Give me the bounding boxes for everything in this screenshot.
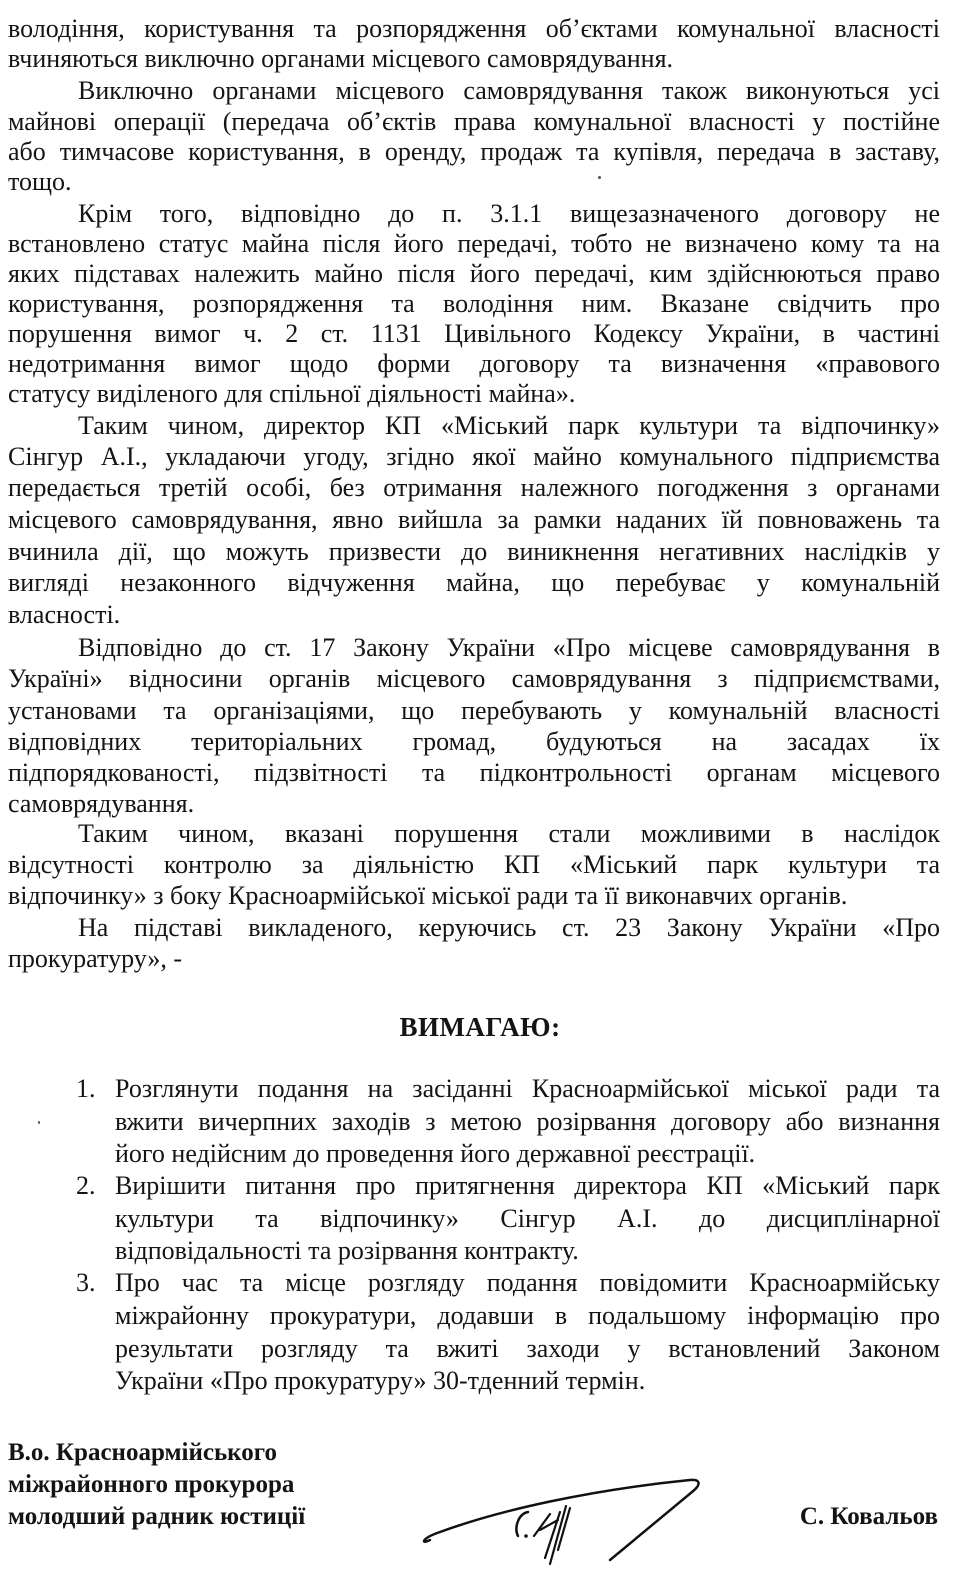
demand-line: Про час та місце розгляду подання повідомити Красноармійську [115,1268,940,1297]
text-line: яких підставах належить майно після його передачі, ким здійснюються право [8,259,940,288]
position-line: В.о. Красноармійського [8,1439,277,1466]
demand-line: Вирішити питання про притягнення директора КП «Міський парк [115,1171,940,1200]
text-line: володіння, користування та розпорядження об’єктами комунальної власності [8,14,940,43]
text-line: установами та організаціями, що перебувають у комунальній власності [8,696,940,725]
text-line: тощо. [8,167,72,196]
text-line: Україні» відносини органів місцевого самоврядування з підприємствами, [8,664,940,693]
text-line: передається третій особі, без отримання належного погодження з органами [8,473,940,502]
text-line: відсутності контролю за діяльністю КП «Міський парк культури та [8,850,940,879]
text-line: порушення вимог ч. 2 ст. 1131 Цивільного Кодексу України, в частині [8,319,940,348]
text-line: відповідних територіальних громад, будуються на засадах їх [8,727,940,756]
handwritten-signature [410,1470,710,1580]
demand-number: 1. [76,1074,96,1103]
signatory-position [8,1437,305,1533]
text-line: статусу виділеного для спільної діяльності майна». [8,379,576,408]
demand-number: 3. [76,1268,96,1297]
text-line: вчиняються виключно органами місцевого самоврядування. [8,44,674,73]
text-line: прокуратуру», - [8,944,183,973]
demand-line: культури та відпочинку» Сінгур А.І. до дисциплінарної [115,1204,940,1233]
demand-line: міжрайонну прокуратури, додавши в подальшому інформацію про [115,1301,940,1330]
position-line: міжрайонного прокурора [8,1471,295,1498]
demand-number: 2. [76,1171,96,1200]
text-line: або тимчасове користування, в оренду, продаж та купівля, передача в заставу, [8,137,940,166]
text-line: самоврядування. [8,789,195,818]
position-line: молодший радник юстиції [8,1503,306,1530]
text-line: Виключно органами місцевого самоврядування також виконуються усі [78,76,940,105]
text-line: Таким чином, директор КП «Міський парк культури та відпочинку» [78,411,940,440]
text-line: вигляді незаконного відчуження майна, що перебуває у комунальній [8,568,940,597]
demand-line: Розглянути подання на засіданні Красноармійської міської ради та [115,1074,940,1103]
text-line: вчинила дії, що можуть призвести до виникнення негативних наслідків у [8,537,940,566]
scan-speck [38,1121,40,1124]
text-line: Крім того, відповідно до п. 3.1.1 вищезазначеного договору не [78,199,940,228]
text-line: користування, розпорядження та володіння ним. Вказане свідчить про [8,289,940,318]
demand-line: результати розгляду та вжиті заходи у встановлений Законом [115,1334,940,1363]
text-line: підпорядкованості, підзвітності та підконтрольності органам місцевого [8,758,940,787]
scan-speck [598,176,601,179]
text-line: Відповідно до ст. 17 Закону України «Про місцеве самоврядування в [78,633,940,662]
demand-line: відповідальності та розірвання контракту. [115,1236,579,1265]
text-line: майнові операції (передача об’єктів права комунальної власності у постійне [8,107,940,136]
demand-line: вжити вичерпних заходів з метою розірвання договору або визнання [115,1107,940,1136]
text-line: відпочинку» з боку Красноармійської міської ради та її виконавчих органів. [8,881,848,910]
text-line: власності. [8,600,121,629]
text-line: встановлено статус майна після його передачі, тобто не визначено кому та на [8,229,940,258]
demand-line: його недійсним до проведення його державної реєстрації. [115,1139,756,1168]
text-line: На підставі викладеного, керуючись ст. 23 Закону України «Про [78,913,940,942]
text-line: Сінгур А.І., укладаючи угоду, згідно якої майно комунального підприємства [8,442,940,471]
text-line: Таким чином, вказані порушення стали можливими в наслідок [78,819,940,848]
signatory-name: С. Ковальов [799,1503,938,1530]
demand-title: ВИМАГАЮ: [399,1012,561,1042]
demand-line: України «Про прокуратуру» 30-тденний термін. [115,1366,646,1395]
text-line: місцевого самоврядування, явно вийшла за рамки наданих їй повноважень та [8,505,940,534]
text-line: недотримання вимог щодо форми договору та визначення «правового [8,349,940,378]
